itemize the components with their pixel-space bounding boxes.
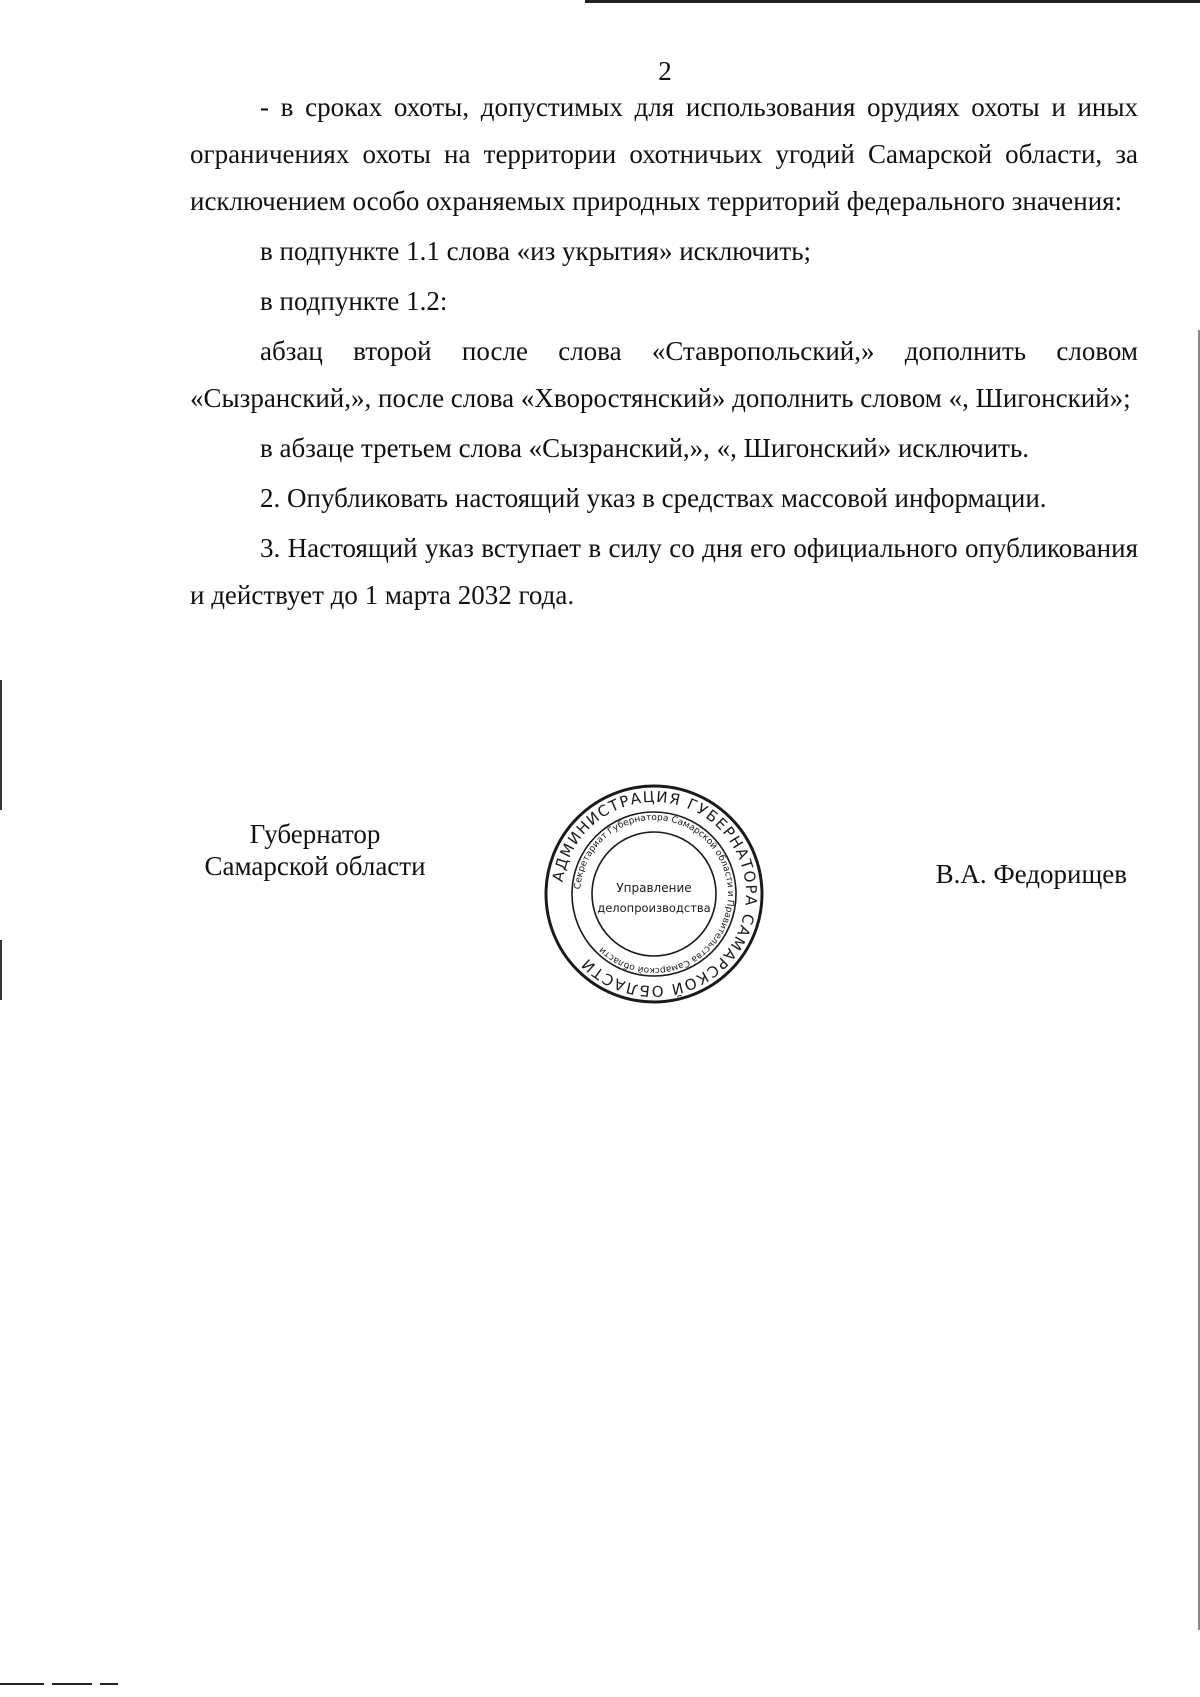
document-body <box>190 84 1138 622</box>
scan-bottom-edge-mark <box>0 1683 44 1685</box>
stamp-inner-text: Секретариат Губернатора Самарской области и Правительства Самарской области <box>573 812 736 976</box>
paragraph-item-2-publish: 2. Опубликовать настоящий указ в средствах массовой информации. <box>260 483 1047 513</box>
signature-position-line1: Губернатор <box>249 819 381 849</box>
paragraph-subitem-1-1: в подпункте 1.1 слова «из укрытия» исключить; <box>260 236 812 266</box>
page-number: 2 <box>658 56 672 86</box>
scan-left-edge-mark <box>0 940 2 1000</box>
signature-position-line2: Самарской области <box>204 851 426 881</box>
official-seal-stamp <box>543 783 765 1005</box>
stamp-center-line1: Управление <box>616 881 692 895</box>
stamp-outer-text: АДМИНИСТРАЦИЯ ГУБЕРНАТОРА САМАРСКОЙ ОБЛАСТИ <box>548 787 761 1001</box>
paragraph-subitem-1-2: в подпункте 1.2: <box>260 286 448 316</box>
paragraph-hunting-terms: - в сроках охоты, допустимых для использования орудиях охоты и иных ограничениях охоты на территории охотничьих угодий Самарской области, за исключением особо охраняемых природных территорий федерального значения: <box>190 92 1138 216</box>
scan-bottom-edge-mark <box>52 1683 92 1685</box>
paragraph-item-3-effective: 3. Настоящий указ вступает в силу со дня его официального опубликования и действует до 1 марта 2032 года. <box>190 533 1138 610</box>
scan-left-edge-mark <box>0 680 2 810</box>
signature-position <box>190 818 440 882</box>
paragraph-second-abzac: абзац второй после слова «Ставропольский,» дополнить словом «Сызранский,», после слова «Хворостянский» дополнить словом «, Шигонский»; <box>190 336 1138 413</box>
paragraph-third-abzac: в абзаце третьем слова «Сызранский,», «, Шигонский» исключить. <box>260 433 1030 463</box>
signatory-name: В.А. Федорищев <box>935 859 1127 889</box>
scan-bottom-edge-mark <box>100 1683 118 1685</box>
stamp-center-line2: делопроизводства <box>597 901 711 915</box>
scan-top-edge-line <box>585 0 1200 3</box>
